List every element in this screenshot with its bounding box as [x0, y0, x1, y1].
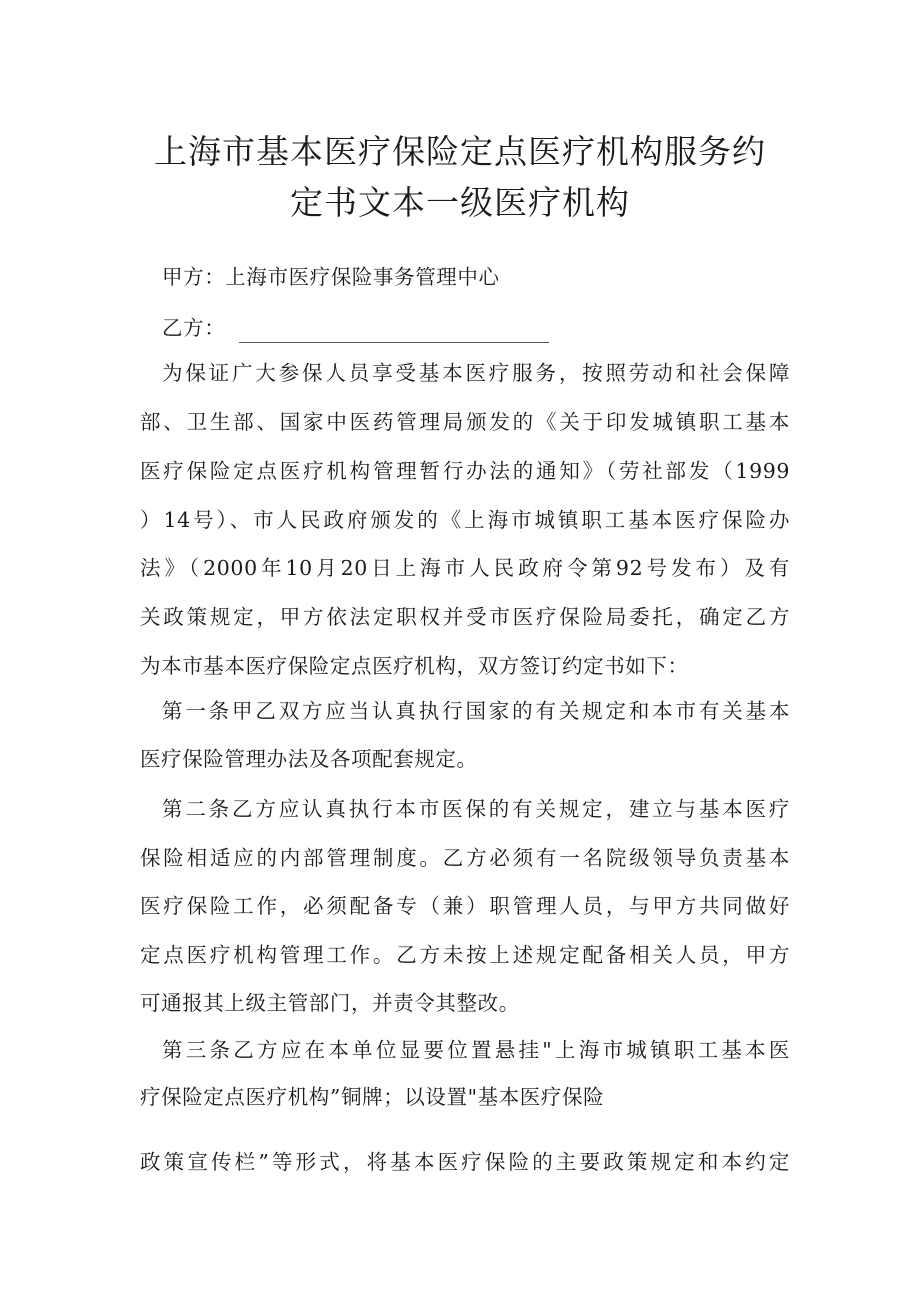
article-3-line: 疗保险定点医疗机构”铜牌；以设置"基本医疗保险	[140, 1085, 605, 1109]
article-3-line: 第三条乙方应在本单位显要位置悬挂"上海市城镇职工基本医	[162, 1038, 790, 1062]
document-title-line-2: 定书文本一级医疗机构	[290, 183, 630, 222]
article-1-line: 第一条甲乙双方应当认真执行国家的有关规定和本市有关基本	[162, 699, 790, 723]
paragraph-line: 为本市基本医疗保险定点医疗机构，双方签订约定书如下：	[140, 654, 689, 678]
article-2-line: 保险相适应的内部管理制度。乙方必须有一名院级领导负责基本	[140, 846, 790, 870]
article-2-line: 医疗保险工作，必须配备专（兼）职管理人员，与甲方共同做好	[140, 894, 790, 918]
paragraph-line: 法》（2000年10月20日上海市人民政府令第92号发布）及有	[140, 556, 790, 580]
article-2-line: 定点医疗机构管理工作。乙方未按上述规定配备相关人员，甲方	[140, 943, 790, 967]
article-2-line: 第二条乙方应认真执行本市医保的有关规定，建立与基本医疗	[162, 797, 790, 821]
document-title-line-1: 上海市基本医疗保险定点医疗机构服务约	[154, 132, 766, 171]
party-b-blank-line	[239, 320, 549, 343]
paragraph-line: ）14号）、市人民政府颁发的《上海市城镇职工基本医疗保险办	[140, 508, 790, 532]
party-a: 甲方：上海市医疗保险事务管理中心	[162, 265, 500, 289]
paragraph-line: 部、卫生部、国家中医药管理局颁发的《关于印发城镇职工基本	[140, 410, 790, 434]
paragraph-line: 关政策规定，甲方依法定职权并受市医疗保险局委托，确定乙方	[140, 605, 790, 629]
party-b-label: 乙方：	[162, 316, 226, 340]
article-2-line: 可通报其上级主管部门，并责令其整改。	[140, 991, 520, 1015]
paragraph-line: 为保证广大参保人员享受基本医疗服务，按照劳动和社会保障	[162, 361, 790, 385]
paragraph-line: 医疗保险定点医疗机构管理暂行办法的通知》（劳社部发（1999	[140, 459, 790, 483]
article-1-line: 医疗保险管理办法及各项配套规定。	[140, 747, 478, 771]
party-b	[162, 313, 549, 343]
article-3-line: 政策宣传栏”等形式，将基本医疗保险的主要政策规定和本约定	[140, 1150, 790, 1174]
